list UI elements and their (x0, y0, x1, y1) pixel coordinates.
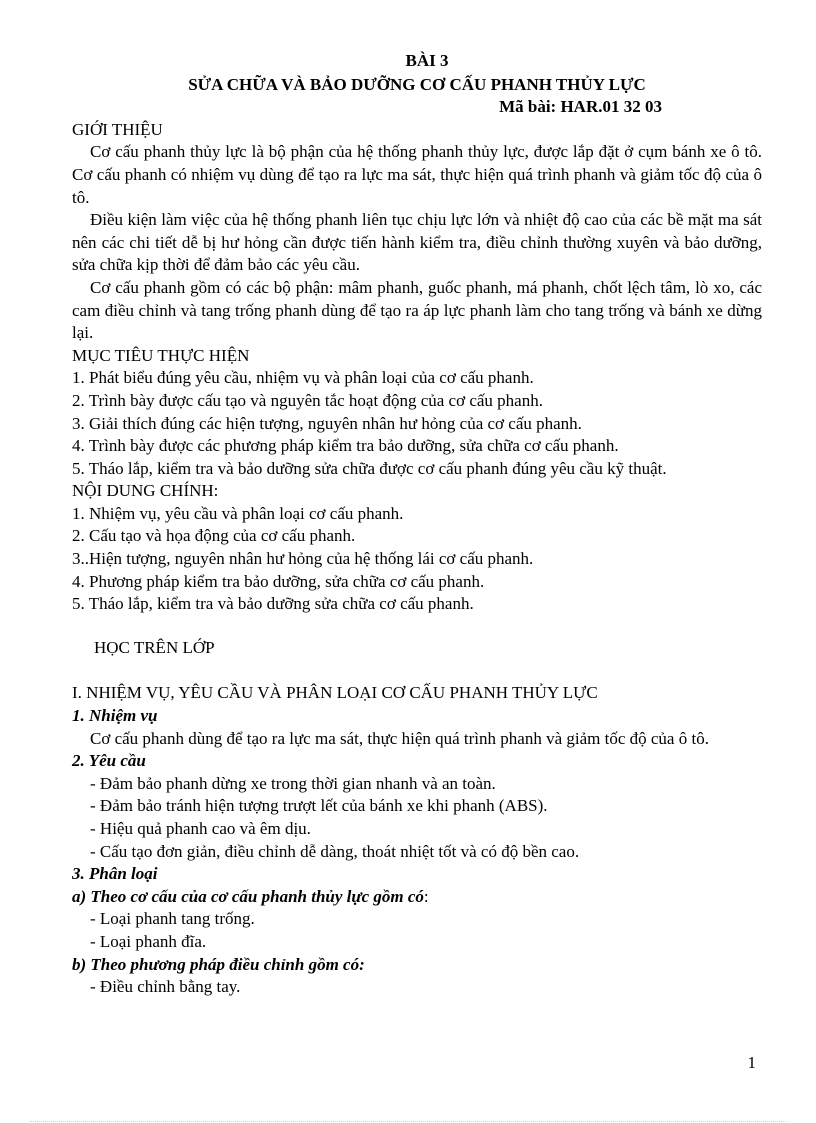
lesson-title: SỬA CHỮA VÀ BẢO DƯỠNG CƠ CẤU PHANH THỦY LỰC (188, 74, 646, 94)
requirement-item: - Đảm bảo tránh hiện tượng trượt lết của bánh xe khi phanh (ABS). (90, 796, 548, 816)
objective-item: 1. Phát biểu đúng yêu cầu, nhiệm vụ và phân loại của cơ cấu phanh. (72, 368, 534, 388)
objective-item: 3. Giải thích đúng các hiện tượng, nguyên nhân hư hỏng của cơ cấu phanh. (72, 413, 582, 433)
classification-b-heading: b) Theo phương pháp điều chỉnh gồm có: (72, 954, 365, 974)
spacer (72, 616, 762, 637)
objectives-heading: MỤC TIÊU THỰC HIỆN (72, 345, 250, 365)
intro-paragraph-1: Cơ cấu phanh thủy lực là bộ phận của hệ thống phanh thủy lực, được lắp đặt ở cụm bánh xe ô tô. Cơ cấu phanh có nhiệm vụ dùng để tạo ra lực ma sát, thực hiện quá trình phanh và giảm tốc độ của ô tô. (72, 142, 762, 207)
classification-b-item: - Điều chỉnh bằng tay. (90, 977, 241, 997)
objective-item: 5. Tháo lắp, kiểm tra và bảo dưỡng sửa chữa được cơ cấu phanh đúng yêu cầu kỹ thuật. (72, 458, 667, 478)
classification-a-line (72, 886, 762, 909)
classification-a-colon: : (423, 886, 429, 906)
classification-a-item: - Loại phanh đĩa. (90, 931, 207, 951)
objective-item: 2. Trình bày được cấu tạo và nguyên tắc hoạt động của cơ cấu phanh. (72, 390, 543, 410)
requirement-item: - Đảm bảo phanh dừng xe trong thời gian nhanh và an toàn. (90, 773, 496, 793)
classroom-heading: HỌC TRÊN LỚP (94, 637, 215, 657)
content-item: 2. Cấu tạo và họa động của cơ cấu phanh. (72, 526, 356, 546)
spacer (72, 659, 762, 682)
intro-heading: GIỚI THIỆU (72, 119, 163, 139)
classification-a-item: - Loại phanh tang trống. (90, 909, 255, 929)
intro-paragraph-2: Điều kiện làm việc của hệ thống phanh liên tục chịu lực lớn và nhiệt độ cao của các bề mặt ma sát nên các chi tiết dễ bị hư hỏng cần được tiến hành kiểm tra, điều chỉnh thường xuyên và bảo dưỡng, sửa chữa kịp thời để đảm bảo các yêu cầu. (72, 210, 762, 275)
classification-heading: 3. Phân loại (72, 864, 158, 884)
lesson-code: Mã bài: HAR.01 32 03 (499, 97, 662, 117)
page-number: 1 (747, 1053, 756, 1072)
section-1-heading: I. NHIỆM VỤ, YÊU CẦU VÀ PHÂN LOẠI CƠ CẤU PHANH THỦY LỰC (72, 683, 598, 703)
requirements-heading: 2. Yêu cầu (72, 751, 146, 771)
content-heading: NỘI DUNG CHÍNH: (72, 481, 219, 501)
content-item: 3..Hiện tượng, nguyên nhân hư hỏng của hệ thống lái cơ cấu phanh. (72, 549, 534, 569)
lesson-number: BÀI 3 (405, 51, 449, 70)
document-page (72, 50, 762, 999)
content-item: 4. Phương pháp kiểm tra bảo dưỡng, sửa chữa cơ cấu phanh. (72, 571, 485, 591)
requirement-item: - Cấu tạo đơn giản, điều chỉnh dễ dàng, thoát nhiệt tốt và có độ bền cao. (90, 841, 580, 861)
duty-text: Cơ cấu phanh dùng để tạo ra lực ma sát, thực hiện quá trình phanh và giảm tốc độ của ô tô. (90, 728, 709, 748)
objective-item: 4. Trình bày được các phương pháp kiểm tra bảo dưỡng, sửa chữa cơ cấu phanh. (72, 436, 619, 456)
classification-a-heading: a) Theo cơ cấu của cơ cấu phanh thủy lực gồm có (72, 886, 424, 906)
content-item: 5. Tháo lắp, kiểm tra và bảo dưỡng sửa chữa cơ cấu phanh. (72, 594, 474, 614)
footer-divider (30, 1121, 786, 1122)
requirement-item: - Hiệu quả phanh cao và êm dịu. (90, 819, 311, 838)
intro-paragraph-3: Cơ cấu phanh gồm có các bộ phận: mâm phanh, guốc phanh, má phanh, chốt lệch tâm, lò xo, các cam điều chỉnh và tang trống phanh dùng để tạo ra áp lực phanh làm cho tang trống và bánh xe dừng lại. (72, 277, 762, 343)
duty-heading: 1. Nhiệm vụ (72, 706, 158, 726)
content-item: 1. Nhiệm vụ, yêu cầu và phân loại cơ cấu phanh. (72, 503, 404, 523)
